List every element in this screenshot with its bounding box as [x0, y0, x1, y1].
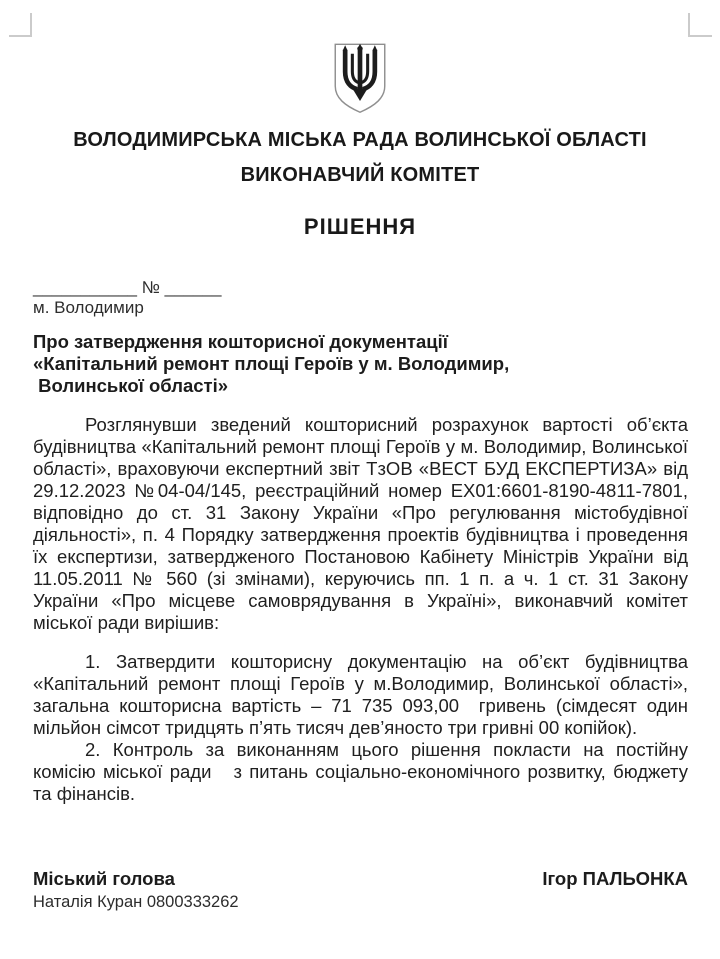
- preamble-paragraph: Розглянувши зведений кошторисний розрахунок вартості об’єкта будівництва «Капітальний ремонт площі Героїв у м. Володимир, Волинської області», враховуючи експертний звіт ТзОВ «ВЕСТ БУД ЕКСПЕРТИЗА» від 29.12.2023 №04-04/145, реєстраційний номер ЕХ01:6601-8190-4811-7801, відповідно до ст. 31 Закону України «Про регулювання містобудівної діяльності», п. 4 Порядку затвердження проектів будівництва і проведення їх експертизи, затвердженого Постановою Кабінету Міністрів України від 11.05.2011 № 560 (зі змінами), керуючись пп. 1 п. а ч. 1 ст. 31 Закону України «Про місцеве самоврядування в Україні», виконавчий комітет міської ради вирішив:: [33, 414, 688, 633]
- decision-item-1: 1. Затвердити кошторисну документацію на об’єкт будівництва «Капітальний ремонт площі Героїв у м.Володимир, Волинської області», загальна кошторисна вартість – 71 735 093,00 гривень (сімдесят один мільйон сімсот тридцять п’ять тисяч дев’яносто три гривні 00 копійок).: [33, 651, 688, 738]
- document-header: [0, 0, 720, 240]
- signer-position: Міський голова: [33, 868, 175, 889]
- document-requisites: [33, 278, 720, 318]
- document-subject: [33, 331, 687, 397]
- subject-line-1: Про затвердження кошторисної документації: [33, 331, 448, 352]
- scan-corner-mark-top-right: [688, 13, 712, 37]
- signer-name: Ігор ПАЛЬОНКА: [542, 868, 688, 889]
- document-type-title: РІШЕННЯ: [303, 214, 417, 239]
- document-body: [0, 414, 720, 805]
- place-line: м. Володимир: [33, 298, 144, 317]
- executor-contact-line: Наталія Куран 0800333262: [33, 893, 239, 911]
- decision-item-2: 2. Контроль за виконанням цього рішення покласти на постійну комісію міської ради з питань соціально-економічного розвитку, бюджету та фінансів.: [33, 739, 688, 804]
- coat-of-arms-tryzub-icon: [333, 42, 387, 115]
- org-committee-line: ВИКОНАВЧИЙ КОМІТЕТ: [240, 164, 480, 186]
- signature-block: [33, 868, 688, 890]
- scan-corner-mark-top-left: [9, 13, 32, 37]
- subject-line-2: «Капітальний ремонт площі Героїв у м. Володимир,: [33, 353, 510, 374]
- subject-line-3: Волинської області»: [33, 375, 229, 396]
- date-number-blank-line: ___________ № ______: [33, 278, 222, 297]
- org-name-line: ВОЛОДИМИРСЬКА МІСЬКА РАДА ВОЛИНСЬКОЇ ОБЛАСТІ: [73, 129, 647, 151]
